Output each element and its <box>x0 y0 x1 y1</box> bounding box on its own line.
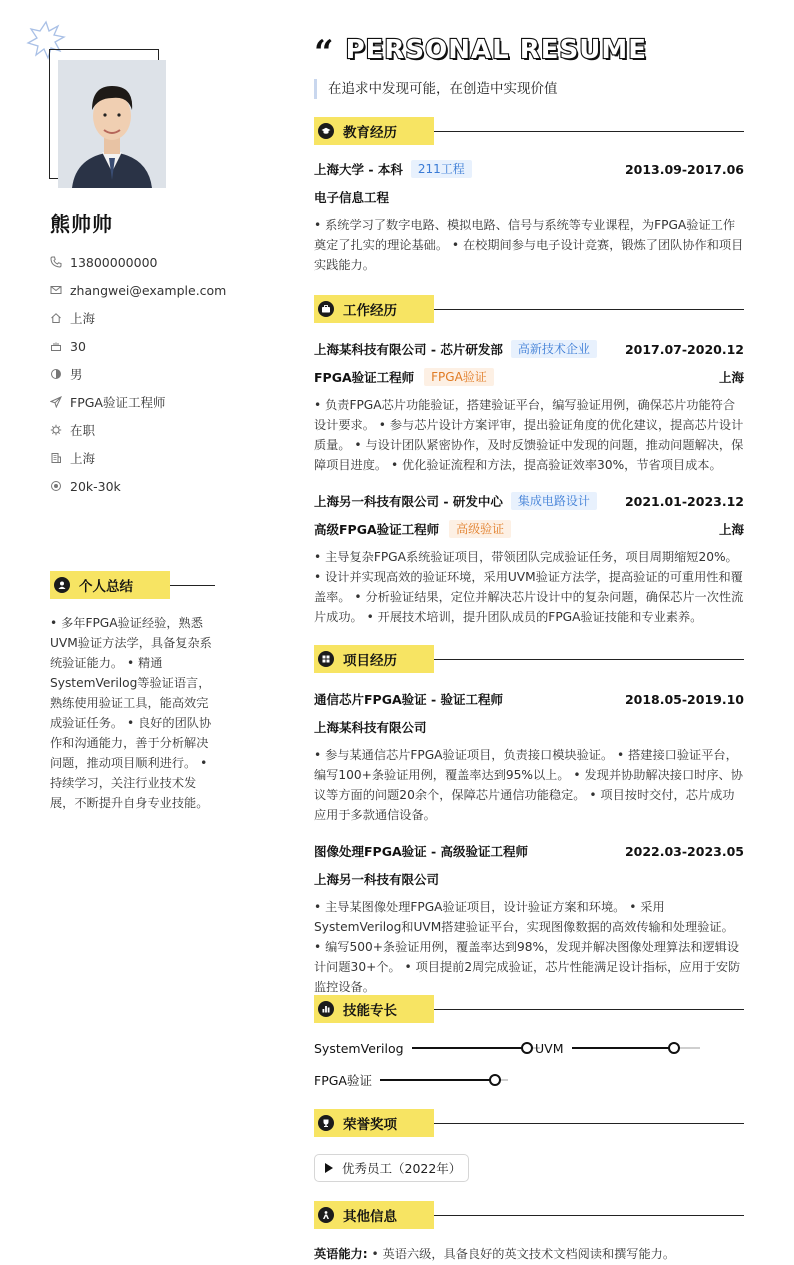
role-tag: FPGA验证 <box>424 368 494 386</box>
projects-section <box>314 645 744 997</box>
project-row <box>314 841 744 861</box>
project-period: 2022.03-2023.05 <box>624 843 744 859</box>
info-position: FPGA验证工程师 <box>50 388 250 416</box>
project-desc: • 主导某图像处理FPGA验证项目，设计验证方案和环境。 • 采用SystemVerilog和UVM搭建验证平台，实现图像数据的高效传输和处理验证。 • 编写500+条验证用例，覆盖率达到98%，发现并解决图像处理算法和逻辑设计问题30+个。 • 项目提前2周完成验证，芯片性能满足设计指标，应用于安防监控设备。 <box>314 900 741 994</box>
info-work-city: 上海 <box>50 444 250 472</box>
briefcase-icon <box>318 301 334 317</box>
info-email: zhangwei@example.com <box>50 276 250 304</box>
other-text: • 英语六级，具备良好的英文技术文档阅读和撰写能力。 <box>371 1247 676 1261</box>
skill-level-bar <box>380 1070 508 1090</box>
summary-title: 个人总结 <box>79 579 133 595</box>
work-section <box>314 295 744 627</box>
education-section <box>314 117 744 275</box>
divider <box>434 1009 744 1010</box>
contact-info-list <box>50 248 250 500</box>
education-period: 2013.09-2017.06 <box>624 161 744 177</box>
school-name: 上海大学 - 本科 <box>314 162 403 177</box>
job-row <box>314 491 744 511</box>
info-gender: 男 <box>50 360 250 388</box>
job-desc: • 负责FPGA芯片功能验证，搭建验证平台，编写验证用例，确保芯片功能符合设计要求。 • 参与芯片设计方案评审，提出验证角度的优化建议，提高芯片设计质量。 • 与设计团队紧密协作，及时反馈验证中发现的问题，推动问题解决，保障项目进度。 • 优化验证流程和方法，提高验证效率30%，节省项目成本。 <box>314 398 744 472</box>
role-tag: 高级验证 <box>449 520 511 538</box>
job-role-row <box>314 519 744 539</box>
user-icon <box>54 577 70 593</box>
summary-section-header <box>50 571 215 599</box>
other-label: 英语能力: <box>314 1247 368 1261</box>
company-name: 上海某科技有限公司 - 芯片研发部 <box>314 342 503 357</box>
summary-text: • 多年FPGA验证经验，熟悉UVM验证方法学，具备复杂系统验证能力。 • 精通SystemVerilog等验证语言，熟练使用验证工具，能高效完成验证任务。 • 良好的团队协作和沟通能力，善于分析解决问题，推动项目顺利进行。 • 持续学习，关注行业技术发展，不断提升自身专业技能。 <box>50 616 212 810</box>
divider <box>434 659 744 660</box>
status-icon <box>50 424 62 436</box>
skill-item <box>314 1070 508 1090</box>
skill-level-knob <box>521 1042 533 1054</box>
awards-section-header: 荣誉奖项 <box>314 1109 744 1137</box>
info-salary: 20k-30k <box>50 472 250 500</box>
motto: 在追求中发现可能，在创造中实现价值 <box>314 79 558 99</box>
job-role-row <box>314 367 744 387</box>
divider <box>434 1123 744 1124</box>
company-tag: 集成电路设计 <box>511 492 597 510</box>
job-role: FPGA验证工程师 <box>314 370 415 385</box>
skill-level-bar <box>572 1038 700 1058</box>
info-phone: 13800000000 <box>50 248 250 276</box>
candidate-name: 熊帅帅 <box>50 212 113 236</box>
avatar <box>58 60 166 188</box>
project-desc: • 参与某通信芯片FPGA验证项目，负责接口模块验证。 • 搭建接口验证平台，编写100+条验证用例，覆盖率达到95%以上。 • 发现并协助解决接口时序、协议等方面的问题20余个，保障芯片通信功能稳定。 • 项目按时交付，芯片成功应用于多款通信设备。 <box>314 748 743 822</box>
skill-item <box>314 1038 540 1058</box>
education-row <box>314 159 744 179</box>
other-info <box>314 1245 675 1262</box>
project-name: 图像处理FPGA验证 - 高级验证工程师 <box>314 844 529 859</box>
graduation-cap-icon <box>318 123 334 139</box>
home-icon <box>50 312 62 324</box>
education-desc: • 系统学习了数字电路、模拟电路、信号与系统等专业课程，为FPGA验证工作奠定了扎实的理论基础。 • 在校期间参与电子设计竞赛，锻炼了团队协作和项目实践能力。 <box>314 218 744 272</box>
divider <box>434 131 744 132</box>
job-period: 2017.07-2020.12 <box>624 341 744 357</box>
grid-icon <box>318 651 334 667</box>
skill-item <box>535 1038 700 1058</box>
job-role: 高级FPGA验证工程师 <box>314 522 440 537</box>
job-row <box>314 339 744 359</box>
sidebar <box>0 0 250 1265</box>
major: 电子信息工程 <box>314 190 390 205</box>
project-row <box>314 689 744 709</box>
work-section-header: 工作经历 <box>314 295 744 323</box>
education-section-header: 教育经历 <box>314 117 744 145</box>
company-tag: 高新技术企业 <box>511 340 597 358</box>
skill-name: UVM <box>535 1040 564 1056</box>
school-tag: 211工程 <box>411 160 472 178</box>
divider <box>434 1215 744 1216</box>
job-desc: • 主导复杂FPGA系统验证项目，带领团队完成验证任务，项目周期缩短20%。 • 设计并实现高效的验证环境，采用UVM验证方法学，提高验证的可重用性和覆盖率。 • 分析验证结果，定位并解决芯片设计中的复杂问题，确保芯片一次性流片成功。 • 开展技术培训，提升团队成员的FPGA验证技能和专业素养。 <box>314 550 744 624</box>
building-icon <box>50 452 62 464</box>
info-age: 30 <box>50 332 250 360</box>
info-status: 在职 <box>50 416 250 444</box>
skill-level-knob <box>668 1042 680 1054</box>
divider <box>434 309 744 310</box>
bar-chart-icon <box>318 1001 334 1017</box>
award-label: 优秀员工（2022年） <box>342 1161 462 1176</box>
project-company: 上海另一科技有限公司 <box>314 872 440 887</box>
project-company: 上海某科技有限公司 <box>314 720 427 735</box>
project-period: 2018.05-2019.10 <box>624 691 744 707</box>
resume-header <box>314 28 647 72</box>
gender-icon <box>50 368 62 380</box>
job-city: 上海 <box>718 522 744 537</box>
info-location: 上海 <box>50 304 250 332</box>
award-item[interactable] <box>314 1154 469 1182</box>
send-icon <box>50 396 62 408</box>
projects-section-header: 项目经历 <box>314 645 744 673</box>
project-name: 通信芯片FPGA验证 - 验证工程师 <box>314 692 504 707</box>
job-city: 上海 <box>718 370 744 385</box>
mail-icon <box>50 284 62 296</box>
salary-icon <box>50 480 62 492</box>
person-icon <box>318 1207 334 1223</box>
resume-title: PERSONAL RESUME <box>345 35 647 65</box>
job-period: 2021.01-2023.12 <box>624 493 744 509</box>
play-triangle-icon <box>325 1163 333 1173</box>
skill-name: FPGA验证 <box>314 1073 372 1088</box>
quote-mark-icon: “ <box>314 33 334 73</box>
trophy-icon <box>318 1115 334 1131</box>
skill-level-bar <box>412 1038 540 1058</box>
other-section-header: 其他信息 <box>314 1201 744 1229</box>
skill-level-knob <box>489 1074 501 1086</box>
company-name: 上海另一科技有限公司 - 研发中心 <box>314 494 503 509</box>
phone-icon <box>50 256 62 268</box>
skills-section-header: 技能专长 <box>314 995 744 1023</box>
skill-name: SystemVerilog <box>314 1040 404 1056</box>
age-icon <box>50 340 62 352</box>
divider <box>170 585 215 586</box>
